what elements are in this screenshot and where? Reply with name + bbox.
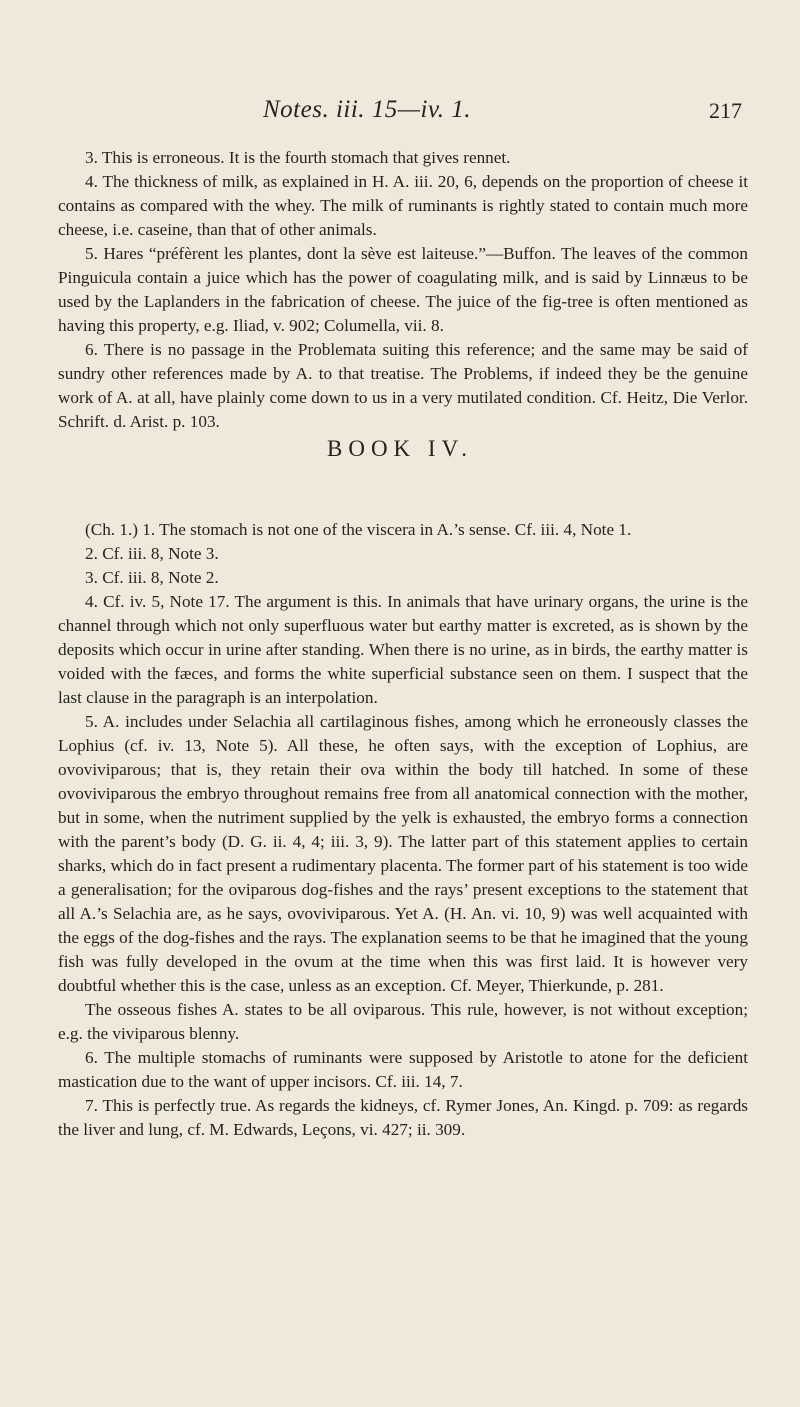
notes-book-iv — [58, 518, 748, 1142]
note-ch1-5: 5. A. includes under Selachia all cartilaginous fishes, among which he erroneously classes the Lophius (cf. iv. 13, Note 5). All these, he often says, with the exception of Lophius, are ovoviviparous; that is, they retain their ova within the body till hatched. In some of these ovoviviparous the embryo throughout remains free from all anatomical connection with the mother, but in some, when the nutriment supplied by the yelk is exhausted, the embryo forms a connection with the parent’s body (D. G. ii. 4, 4; iii. 3, 9). The latter part of this statement applies to certain sharks, which do in fact present a rudimentary placenta. The former part of his statement is too wide a generalisation; for the oviparous dog-fishes and the rays’ present exceptions to the statement that all A.’s Selachia are, as he says, ovoviviparous. Yet A. (H. An. vi. 10, 9) was well acquainted with the eggs of the dog-fishes and the rays. The explanation seems to be that he imagined that the young fish was fully developed in the ovum at the time when this was first laid. It is however very doubtful whether this is the case, unless as an exception. Cf. Meyer, Thierkunde, p. 281. — [58, 712, 748, 995]
note-4: 4. The thickness of milk, as explained in H. A. iii. 20, 6, depends on the proportion of cheese it contains as compared with the whey. The milk of ruminants is rightly stated to contain much more cheese, i.e. caseine, than that of other animals. — [58, 172, 748, 239]
running-head-title: Notes. iii. 15—iv. 1. — [263, 96, 471, 123]
note-ch1-4: 4. Cf. iv. 5, Note 17. The argument is this. In animals that have urinary organs, the urine is the channel through which not only superfluous water but earthy matter is excreted, as is shown by the deposits which occur in urine after standing. When there is no urine, as in birds, the earthy matter is voided with the fæces, and forms the white superficial substance seen on them. I suspect that the last clause in the paragraph is an interpolation. — [58, 592, 748, 707]
page-number: 217 — [709, 98, 742, 123]
book-heading: BOOK IV. — [327, 436, 473, 461]
running-head — [58, 96, 748, 130]
note-ch1-7: 7. This is perfectly true. As regards the kidneys, cf. Rymer Jones, An. Kingd. p. 709: as regards the liver and lung, cf. M. Edwards, Leçons, vi. 427; ii. 309. — [58, 1096, 748, 1139]
note-ch1-3: 3. Cf. iii. 8, Note 2. — [85, 568, 219, 587]
note-ch1-2: 2. Cf. iii. 8, Note 3. — [85, 544, 219, 563]
note-ch1-5-continued: The osseous fishes A. states to be all oviparous. This rule, however, is not without exception; e.g. the viviparous blenny. — [58, 1000, 748, 1043]
notes-book-iii — [58, 146, 748, 434]
note-ch1-6: 6. The multiple stomachs of ruminants were supposed by Aristotle to atone for the deficient mastication due to the want of upper incisors. Cf. iii. 14, 7. — [58, 1048, 748, 1091]
note-6: 6. There is no passage in the Problemata suiting this reference; and the same may be said of sundry other references made by A. to that treatise. The Problems, if indeed they be the genuine work of A. at all, have plainly come down to us in a very mutilated condition. Cf. Heitz, Die Verlor. Schrift. d. Arist. p. 103. — [58, 340, 748, 431]
note-ch1-1: (Ch. 1.) 1. The stomach is not one of the viscera in A.’s sense. Cf. iii. 4, Note 1. — [85, 520, 632, 539]
note-5: 5. Hares “préfèrent les plantes, dont la sève est laiteuse.”—Buffon. The leaves of the common Pinguicula contain a juice which has the power of coagulating milk, and is said by Linnæus to be used by the Laplanders in the fabrication of cheese. The juice of the fig-tree is often mentioned as having this property, e.g. Iliad, v. 902; Columella, vii. 8. — [58, 244, 748, 335]
note-3: 3. This is erroneous. It is the fourth stomach that gives rennet. — [85, 148, 511, 167]
